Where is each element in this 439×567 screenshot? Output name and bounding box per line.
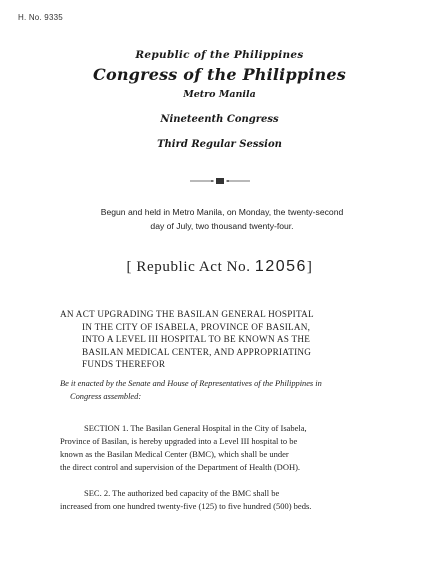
act-title-line: AN ACT UPGRADING THE BASILAN GENERAL HOSPITAL [60,309,314,319]
section-1-line: SECTION 1. The Basilan General Hospital in the City of Isabela, [84,423,307,433]
section-1-line: Province of Basilan, is hereby upgraded into a Level III hospital to be [60,436,298,446]
begun-line-2: day of July, two thousand twenty-four. [150,220,294,231]
section-1-line: known as the Basilan Medical Center (BMC), which shall be under [60,449,289,459]
house-bill-number: H. No. 9335 [18,13,63,22]
section-2 [60,487,400,513]
enacting-clause-line-2: Congress assembled: [70,391,142,401]
enacting-clause-line-1: Be it enacted by the Senate and House of Representatives of the Philippines in [60,379,322,388]
section-1-line: the direct control and supervision of the Department of Health (DOH). [60,462,301,472]
act-title-line: INTO A LEVEL III HOSPITAL TO BE KNOWN AS THE [82,334,311,344]
congress-number-heading: Nineteenth Congress [160,114,279,125]
act-title-line: FUNDS THEREFOR [82,359,166,369]
act-title [60,308,395,371]
republic-act-close-bracket: ] [306,259,313,275]
republic-heading: Republic of the Philippines [135,49,304,61]
republic-act-title [0,258,439,276]
session-heading: Third Regular Session [157,139,282,150]
city-heading: Metro Manila [183,89,256,100]
section-2-line: SEC. 2. The authorized bed capacity of the BMC shall be [84,488,280,498]
begun-statement [62,206,382,233]
section-1 [60,422,400,474]
section-2-line: increased from one hundred twenty-five (125) to five hundred (500) beds. [60,501,312,511]
act-title-line: BASILAN MEDICAL CENTER, AND APPROPRIATING [82,346,312,357]
republic-act-label: [ Republic Act No. [126,259,255,275]
congress-heading: Congress of the Philippines [93,65,346,84]
ornament-divider-icon [188,177,252,185]
begun-line-1: Begun and held in Metro Manila, on Monday, the twenty-second [100,207,344,217]
act-title-line: IN THE CITY OF ISABELA, PROVINCE OF BASILAN, [82,321,311,332]
enacting-clause [60,378,400,403]
republic-act-number: 12056 [254,258,307,275]
